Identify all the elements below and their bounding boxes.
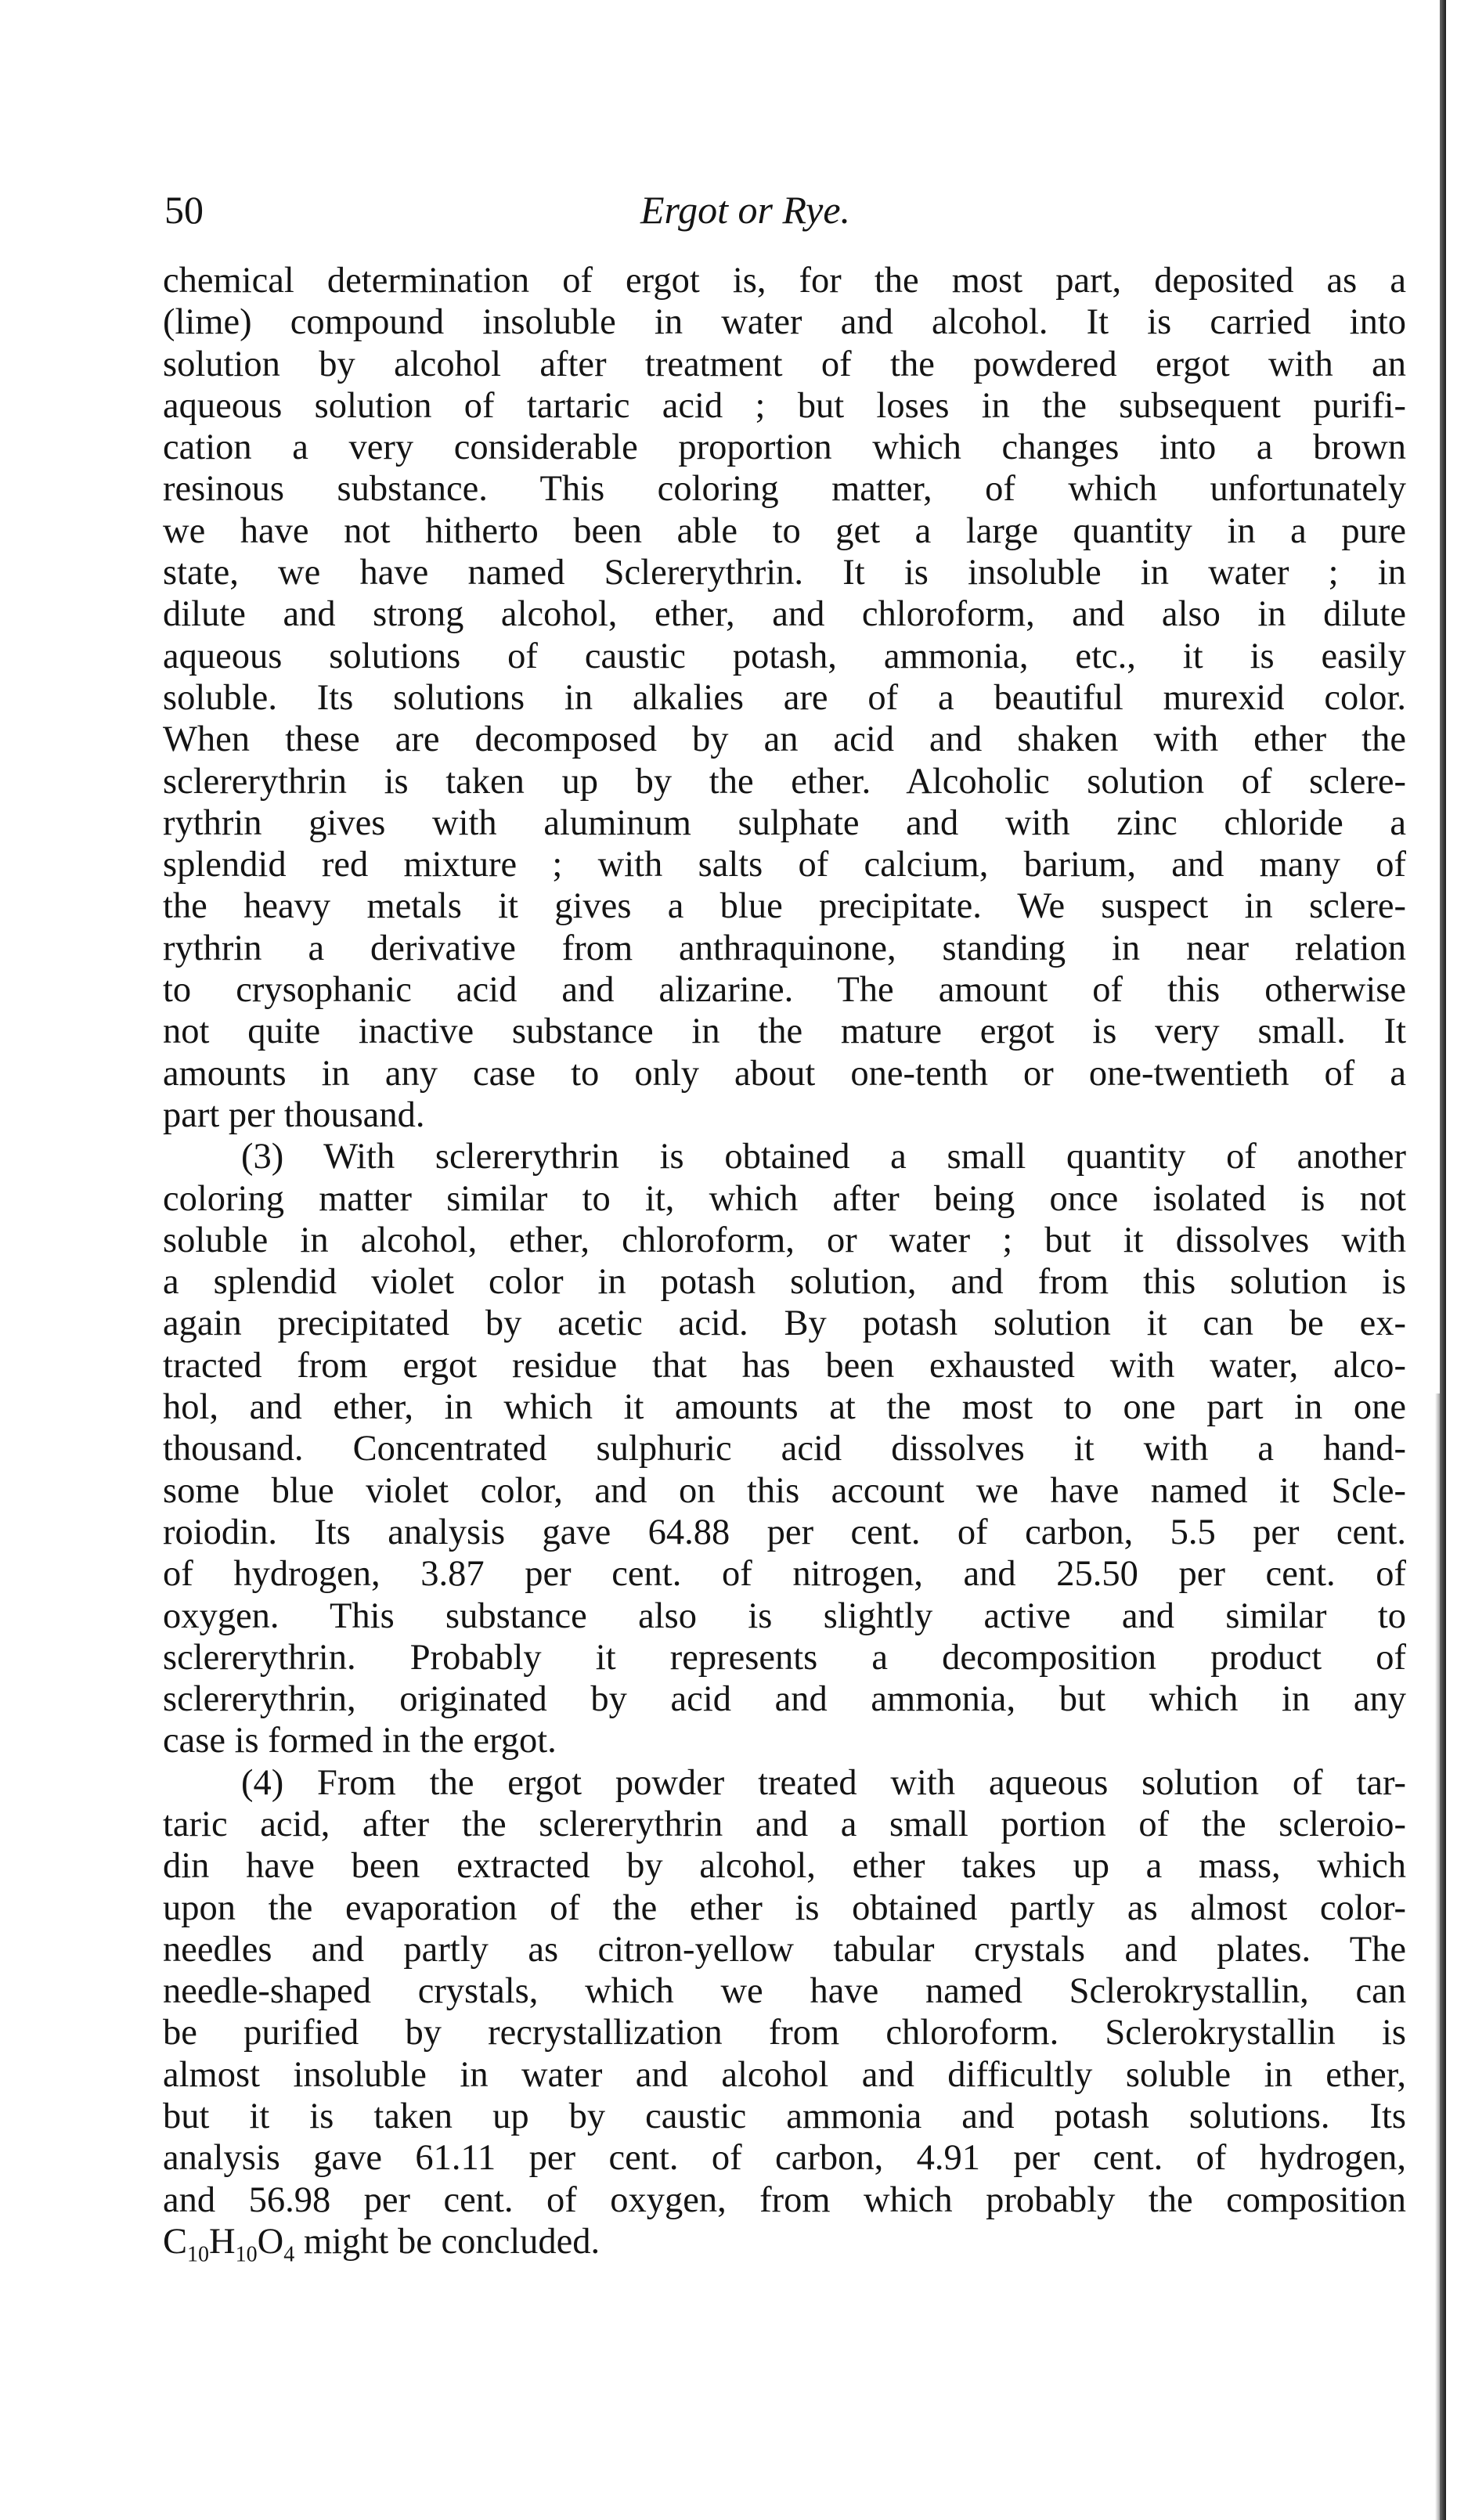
text-line: thousand. Concentrated sulphuric acid dissolves it with a hand- <box>163 1429 1406 1469</box>
text-line: of hydrogen, 3.87 per cent. of nitrogen, and 25.50 per cent. of <box>163 1554 1406 1595</box>
text-line: cation a very considerable proportion which changes into a brown <box>163 427 1406 468</box>
text-line: solution by alcohol after treatment of the powdered ergot with an <box>163 344 1406 384</box>
text-line: dilute and strong alcohol, ether, and chloroform, and also in dilute <box>163 594 1406 635</box>
text-line: taric acid, after the sclererythrin and a small portion of the scleroio- <box>163 1804 1406 1844</box>
text-line: part per thousand. <box>163 1094 425 1135</box>
text-line: the heavy metals it gives a blue precipitate. We suspect in sclere- <box>163 886 1406 927</box>
body-text <box>163 260 1406 2267</box>
text-line: aqueous solutions of caustic potash, ammonia, etc., it is easily <box>163 636 1406 676</box>
text-line: some blue violet color, and on this account we have named it Scle- <box>163 1470 1406 1511</box>
text-line: soluble in alcohol, ether, chloroform, or water ; but it dissolves with <box>163 1220 1406 1260</box>
text-line: sclererythrin is taken up by the ether. Alcoholic solution of sclere- <box>163 761 1406 802</box>
text-line: upon the evaporation of the ether is obtained partly as almost color- <box>163 1887 1406 1928</box>
text-line: hol, and ether, in which it amounts at the most to one part in one <box>163 1387 1406 1428</box>
text-line: almost insoluble in water and alcohol and difficultly soluble in ether, <box>163 2054 1406 2095</box>
text-line: resinous substance. This coloring matter, of which unfortunately <box>163 469 1406 510</box>
text-line: state, we have named Sclererythrin. It is insoluble in water ; in <box>163 553 1406 593</box>
text-line: analysis gave 61.11 per cent. of carbon, 4.91 per cent. of hydrogen, <box>163 2138 1406 2179</box>
text-line: roiodin. Its analysis gave 64.88 per cent. of carbon, 5.5 per cent. <box>163 1512 1406 1552</box>
text-line: to crysophanic acid and alizarine. The amount of this otherwise <box>163 970 1406 1011</box>
page-header <box>164 186 1394 241</box>
formula-hydrogen: H <box>209 2221 236 2262</box>
formula-hydrogen-count: 10 <box>235 2242 258 2267</box>
text-line: a splendid violet color in potash solution, and from this solution is <box>163 1262 1406 1303</box>
text-line: coloring matter similar to it, which after being once isolated is not <box>163 1178 1406 1219</box>
text-line: be purified by recrystallization from chloroform. Sclerokrystallin is <box>163 2013 1406 2053</box>
text-line: sclererythrin, originated by acid and ammonia, but which in any <box>163 1679 1406 1720</box>
formula-trailing-text: might be concluded. <box>294 2221 600 2262</box>
paragraph-start-line: (4) From the ergot powder treated with aqueous solution of tar- <box>241 1762 1406 1803</box>
text-line: aqueous solution of tartaric acid ; but loses in the subsequent purifi- <box>163 385 1406 426</box>
text-line: sclererythrin. Probably it represents a decomposition product of <box>163 1637 1406 1678</box>
formula-carbon: C <box>163 2221 188 2262</box>
text-line: needles and partly as citron-yellow tabular crystals and plates. The <box>163 1929 1406 1970</box>
text-line: (lime) compound insoluble in water and alcohol. It is carried into <box>163 302 1406 343</box>
page-number: 50 <box>164 188 204 232</box>
running-title: Ergot or Rye. <box>640 188 851 232</box>
text-line: din have been extracted by alcohol, ether takes up a mass, which <box>163 1846 1406 1887</box>
chemical-formula-line <box>163 2221 1406 2267</box>
text-line: case is formed in the ergot. <box>163 1721 557 1761</box>
paragraph-start-line: (3) With sclererythrin is obtained a small quantity of another <box>241 1137 1406 1177</box>
text-line: soluble. Its solutions in alkalies are of a beautiful murexid color. <box>163 677 1406 718</box>
text-line: needle-shaped crystals, which we have named Sclerokrystallin, can <box>163 1971 1406 2012</box>
text-line: amounts in any case to only about one-tenth or one-twentieth of a <box>163 1053 1406 1094</box>
text-line: but it is taken up by caustic ammonia and potash solutions. Its <box>163 2096 1406 2137</box>
page-binding-edge <box>1440 0 1446 2520</box>
text-line: splendid red mixture ; with salts of calcium, barium, and many of <box>163 845 1406 885</box>
text-line: not quite inactive substance in the mature ergot is very small. It <box>163 1011 1406 1052</box>
formula-oxygen: O <box>257 2221 284 2262</box>
text-line: When these are decomposed by an acid and shaken with ether the <box>163 719 1406 760</box>
text-line: chemical determination of ergot is, for the most part, deposited as a <box>163 261 1406 301</box>
text-line: oxygen. This substance also is slightly active and similar to <box>163 1595 1406 1636</box>
formula-oxygen-count: 4 <box>283 2242 295 2267</box>
text-line: again precipitated by acetic acid. By potash solution it can be ex- <box>163 1303 1406 1344</box>
text-line: we have not hitherto been able to get a large quantity in a pure <box>163 510 1406 551</box>
text-line: tracted from ergot residue that has been exhausted with water, alco- <box>163 1345 1406 1386</box>
text-line: and 56.98 per cent. of oxygen, from which probably the composition <box>163 2179 1406 2220</box>
text-line: rythrin a derivative from anthraquinone, standing in near relation <box>163 928 1406 968</box>
formula-carbon-count: 10 <box>187 2242 210 2267</box>
text-line: rythrin gives with aluminum sulphate and with zinc chloride a <box>163 802 1406 843</box>
